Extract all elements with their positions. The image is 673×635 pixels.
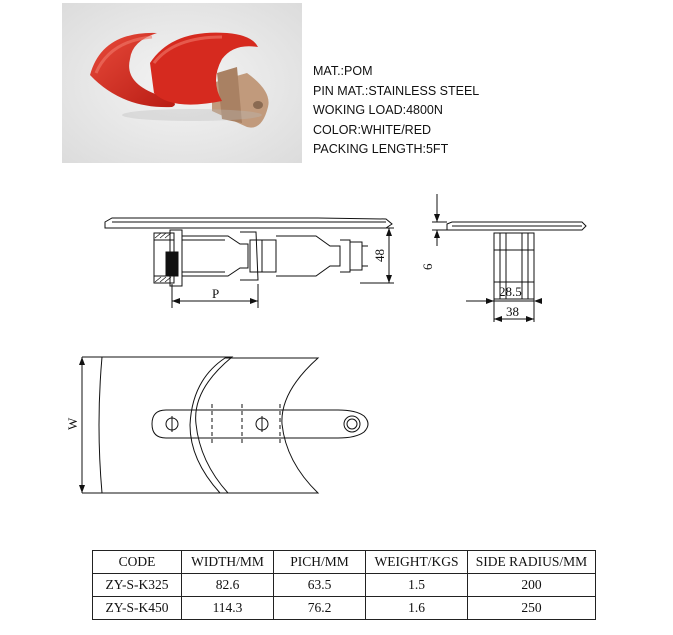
cell-code: ZY-S-K325 (93, 574, 182, 597)
spec-color: COLOR:WHITE/RED (313, 122, 432, 137)
cell-weight: 1.5 (366, 574, 468, 597)
header-pitch: PICH/MM (274, 551, 366, 574)
table-row (93, 597, 596, 620)
cell-code: ZY-S-K450 (93, 597, 182, 620)
spec-table (92, 550, 596, 620)
cell-pitch: 76.2 (274, 597, 366, 620)
table-row (93, 574, 596, 597)
header-weight: WEIGHT/KGS (366, 551, 468, 574)
cell-pitch: 63.5 (274, 574, 366, 597)
height-label: 48 (372, 249, 387, 262)
cell-side-radius: 250 (468, 597, 596, 620)
inner-width-label: 28.5 (499, 284, 522, 299)
cell-width: 114.3 (182, 597, 274, 620)
table-header-row (93, 551, 596, 574)
header-width: WIDTH/MM (182, 551, 274, 574)
cell-weight: 1.6 (366, 597, 468, 620)
spec-pin-material: PIN MAT.:STAINLESS STEEL (313, 83, 480, 98)
header-side-radius: SIDE RADIUS/MM (468, 551, 596, 574)
header-code: CODE (93, 551, 182, 574)
outer-width-label: 38 (506, 304, 519, 319)
cell-width: 82.6 (182, 574, 274, 597)
pitch-label: P (212, 286, 220, 301)
spec-packing-length: PACKING LENGTH:5FT (313, 142, 449, 157)
cell-side-radius: 200 (468, 574, 596, 597)
spec-material: MAT.:POM (313, 64, 373, 78)
plate-thickness-label: 6 (420, 263, 435, 270)
width-label: W (65, 417, 80, 430)
spec-working-load: WOKING LOAD:4800N (313, 103, 443, 118)
